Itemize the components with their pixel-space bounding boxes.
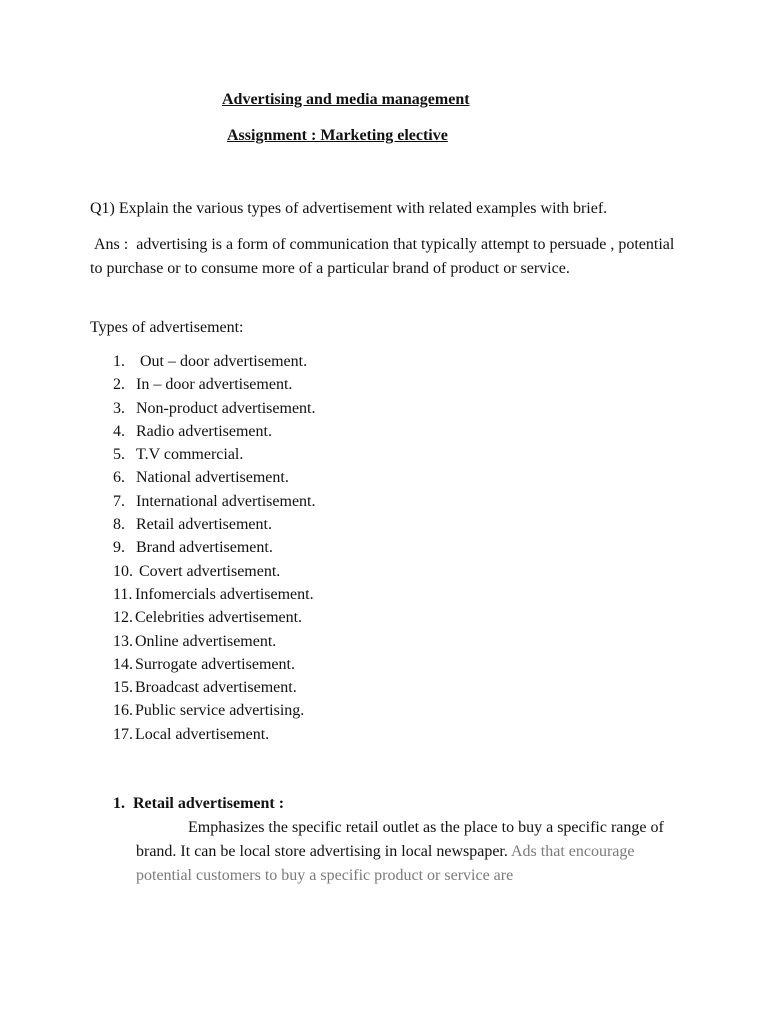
list-item bbox=[113, 536, 316, 559]
list-item-number: 4. bbox=[113, 422, 125, 440]
list-item bbox=[113, 373, 316, 396]
list-item bbox=[113, 466, 316, 489]
list-item-number: 1. bbox=[113, 353, 125, 370]
list-item-label: Infomercials advertisement. bbox=[135, 585, 314, 603]
list-item-number: 17. bbox=[113, 725, 133, 743]
list-item bbox=[113, 583, 316, 606]
list-item-label: In – door advertisement. bbox=[136, 376, 293, 394]
question-text: Q1) Explain the various types of advertisement with related examples with brief. bbox=[90, 200, 608, 217]
list-item bbox=[113, 420, 316, 443]
types-list bbox=[113, 350, 316, 746]
section-heading-retail: 1. Retail advertisement : bbox=[113, 795, 285, 812]
document-subtitle: Assignment : Marketing elective bbox=[227, 127, 448, 144]
list-item-number: 10. bbox=[113, 562, 133, 580]
list-item-number: 6. bbox=[113, 469, 125, 487]
list-item bbox=[113, 443, 316, 466]
list-item bbox=[113, 490, 316, 513]
section-body-retail bbox=[136, 816, 676, 888]
list-item bbox=[113, 397, 316, 420]
list-item bbox=[113, 653, 316, 676]
list-item bbox=[113, 723, 316, 746]
list-item-number: 14. bbox=[113, 655, 133, 673]
list-item-number: 8. bbox=[113, 516, 125, 534]
list-item-number: 12. bbox=[113, 609, 133, 627]
list-item bbox=[113, 606, 316, 629]
list-item bbox=[113, 630, 316, 653]
list-item-number: 11. bbox=[113, 585, 133, 603]
section-body-main: Emphasizes the specific retail outlet as the place to buy a specific range of brand. It can be local store advertising in local newspaper. bbox=[136, 819, 664, 860]
document-title: Advertising and media management bbox=[222, 91, 470, 108]
list-item-number: 15. bbox=[113, 679, 133, 697]
section-body-grey: Ads that encourage potential customers to buy a specific product or service are bbox=[136, 843, 635, 884]
list-item-label: Broadcast advertisement. bbox=[135, 679, 297, 697]
list-item-label: Non-product advertisement. bbox=[136, 399, 316, 417]
list-item-label: Out – door advertisement. bbox=[136, 353, 308, 370]
list-item-label: Public service advertising. bbox=[135, 702, 305, 720]
list-item-label: T.V commercial. bbox=[136, 446, 244, 464]
list-item-label: International advertisement. bbox=[136, 492, 316, 510]
list-item-number: 9. bbox=[113, 539, 125, 557]
list-item-label: Retail advertisement. bbox=[136, 516, 272, 534]
list-item-label: Celebrities advertisement. bbox=[135, 609, 303, 627]
list-item-number: 7. bbox=[113, 492, 125, 510]
list-item-label: Covert advertisement. bbox=[139, 562, 281, 580]
list-item-number: 13. bbox=[113, 632, 133, 650]
list-item-label: Local advertisement. bbox=[135, 725, 270, 743]
list-item bbox=[113, 699, 316, 722]
list-item-number: 2. bbox=[113, 376, 125, 394]
list-item bbox=[113, 676, 316, 699]
list-item-number: 16. bbox=[113, 702, 133, 720]
answer-text: Ans : advertising is a form of communication that typically attempt to persuade , potential to purchase or to consume more of a particular brand of product or service. bbox=[90, 236, 679, 277]
list-item-number: 3. bbox=[113, 399, 125, 417]
list-item bbox=[113, 350, 316, 373]
types-heading: Types of advertisement: bbox=[90, 319, 244, 336]
list-item bbox=[113, 560, 316, 583]
list-item-label: Online advertisement. bbox=[135, 632, 277, 650]
list-item bbox=[113, 513, 316, 536]
list-item-label: Surrogate advertisement. bbox=[135, 655, 295, 673]
list-item-number: 5. bbox=[113, 446, 125, 464]
list-item-label: Brand advertisement. bbox=[136, 539, 273, 557]
list-item-label: Radio advertisement. bbox=[136, 422, 272, 440]
list-item-label: National advertisement. bbox=[136, 469, 289, 487]
